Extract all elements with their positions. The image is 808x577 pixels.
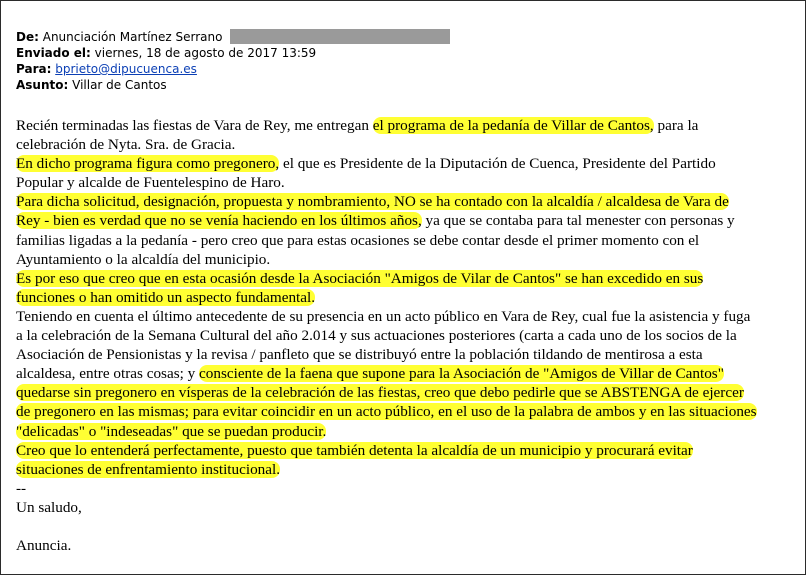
body-line bbox=[16, 364, 796, 383]
body-line bbox=[16, 250, 796, 269]
body-text: familias ligadas a la pedanía - pero creo que para estas ocasiones se debe contar desde el primer momento con el bbox=[16, 231, 700, 249]
subject-label: Asunto: bbox=[16, 78, 69, 92]
body-line bbox=[16, 441, 796, 460]
highlighted-text: Rey - bien es verdad que no se venía haciendo en los últimos años, bbox=[16, 212, 422, 230]
body-text: ya que se contaba para tal menester con personas y bbox=[421, 212, 735, 230]
subject-row bbox=[16, 77, 450, 93]
body-text: Un saludo, bbox=[16, 498, 82, 516]
body-line bbox=[16, 135, 796, 154]
body-line bbox=[16, 269, 796, 288]
body-text: Recién terminadas las fiestas de Vara de Rey, me entregan bbox=[16, 117, 373, 134]
body-text: Popular y alcalde de Fuentelespino de Haro. bbox=[16, 174, 285, 192]
body-line bbox=[16, 154, 796, 173]
body-line bbox=[16, 307, 796, 326]
highlighted-text: Es por eso que creo que en esta ocasión desde la Asociación "Amigos de Vilar de Cantos" se han excedido en sus bbox=[16, 269, 704, 287]
highlighted-text: quedarse sin pregonero en vísperas de la celebración de las fiestas, creo que debo pedirle que se ABSTENGA de ejercer bbox=[16, 384, 744, 402]
sent-label: Enviado el: bbox=[16, 46, 91, 60]
email-body bbox=[16, 116, 796, 555]
signature-separator bbox=[16, 479, 796, 498]
body-text: Teniendo en cuenta el último antecedente de su presencia en un acto público en Vara de Rey, cual fue la asistencia y fuga bbox=[16, 307, 751, 325]
body-line bbox=[16, 383, 796, 402]
signature-line bbox=[16, 536, 796, 555]
body-line bbox=[16, 173, 796, 192]
body-line bbox=[16, 460, 796, 479]
body-text: alcaldesa, entre otras cosas; y bbox=[16, 365, 200, 383]
from-row bbox=[16, 29, 450, 45]
email-header bbox=[16, 29, 450, 93]
body-text: Asociación de Pensionistas y la revisa / panfleto que se distribuyó entre la población tildando de mentirosa a esta bbox=[16, 346, 703, 364]
highlighted-text: Para dicha solicitud, designación, propuesta y nombramiento, NO se ha contado con la alcaldía / alcaldesa de Vara de bbox=[16, 193, 729, 211]
subject-value: Villar de Cantos bbox=[72, 78, 167, 92]
body-line bbox=[16, 231, 796, 250]
body-line bbox=[16, 345, 796, 364]
body-text: a la celebración de la Semana Cultural del año 2.014 y sus actuaciones posteriores (carta a cada uno de los socios de la bbox=[16, 327, 737, 345]
body-line bbox=[16, 192, 796, 211]
highlighted-text: "delicadas" o "indeseadas" que se puedan producir. bbox=[16, 422, 327, 440]
body-line bbox=[16, 211, 796, 230]
body-text: para la bbox=[653, 117, 699, 134]
body-text: -- bbox=[16, 479, 27, 497]
highlighted-text: consciente de la faena que supone para la Asociación de "Amigos de Villar de Cantos" bbox=[199, 365, 724, 383]
body-line bbox=[16, 326, 796, 345]
highlighted-text: situaciones de enfrentamiento institucional. bbox=[16, 460, 281, 478]
body-text: celebración de Nyta. Sra. de Gracia. bbox=[16, 136, 236, 154]
highlighted-text: En dicho programa figura como pregonero, bbox=[16, 155, 280, 173]
to-label: Para: bbox=[16, 62, 52, 76]
from-value: Anunciación Martínez Serrano bbox=[42, 30, 223, 44]
body-text: Anuncia. bbox=[16, 537, 72, 555]
closing-line bbox=[16, 498, 796, 517]
body-text: Ayuntamiento o la alcaldía del municipio. bbox=[16, 250, 271, 268]
body-line bbox=[16, 422, 796, 441]
highlighted-text: funciones o han omitido un aspecto fundamental. bbox=[16, 288, 316, 306]
sent-value: viernes, 18 de agosto de 2017 13:59 bbox=[94, 46, 317, 60]
redacted-email-block bbox=[230, 29, 450, 44]
highlighted-text: Creo que lo entenderá perfectamente, puesto que también detenta la alcaldía de un municipio y procurará evitar bbox=[16, 441, 693, 459]
sent-row bbox=[16, 45, 450, 61]
to-email-link[interactable]: bprieto@dipucuenca.es bbox=[55, 62, 197, 76]
blank-line bbox=[16, 517, 796, 536]
body-line bbox=[16, 288, 796, 307]
to-row bbox=[16, 61, 450, 77]
highlighted-text: de pregonero en las mismas; para evitar coincidir en un acto público, en el uso de la palabra de ambos y en las situaciones bbox=[16, 403, 757, 421]
body-text: el que es Presidente de la Diputación de Cuenca, Presidente del Partido bbox=[279, 155, 716, 173]
from-label: De: bbox=[16, 30, 39, 44]
highlighted-text: el programa de la pedanía de Villar de Cantos, bbox=[372, 117, 654, 134]
body-line bbox=[16, 116, 796, 135]
body-line bbox=[16, 402, 796, 421]
